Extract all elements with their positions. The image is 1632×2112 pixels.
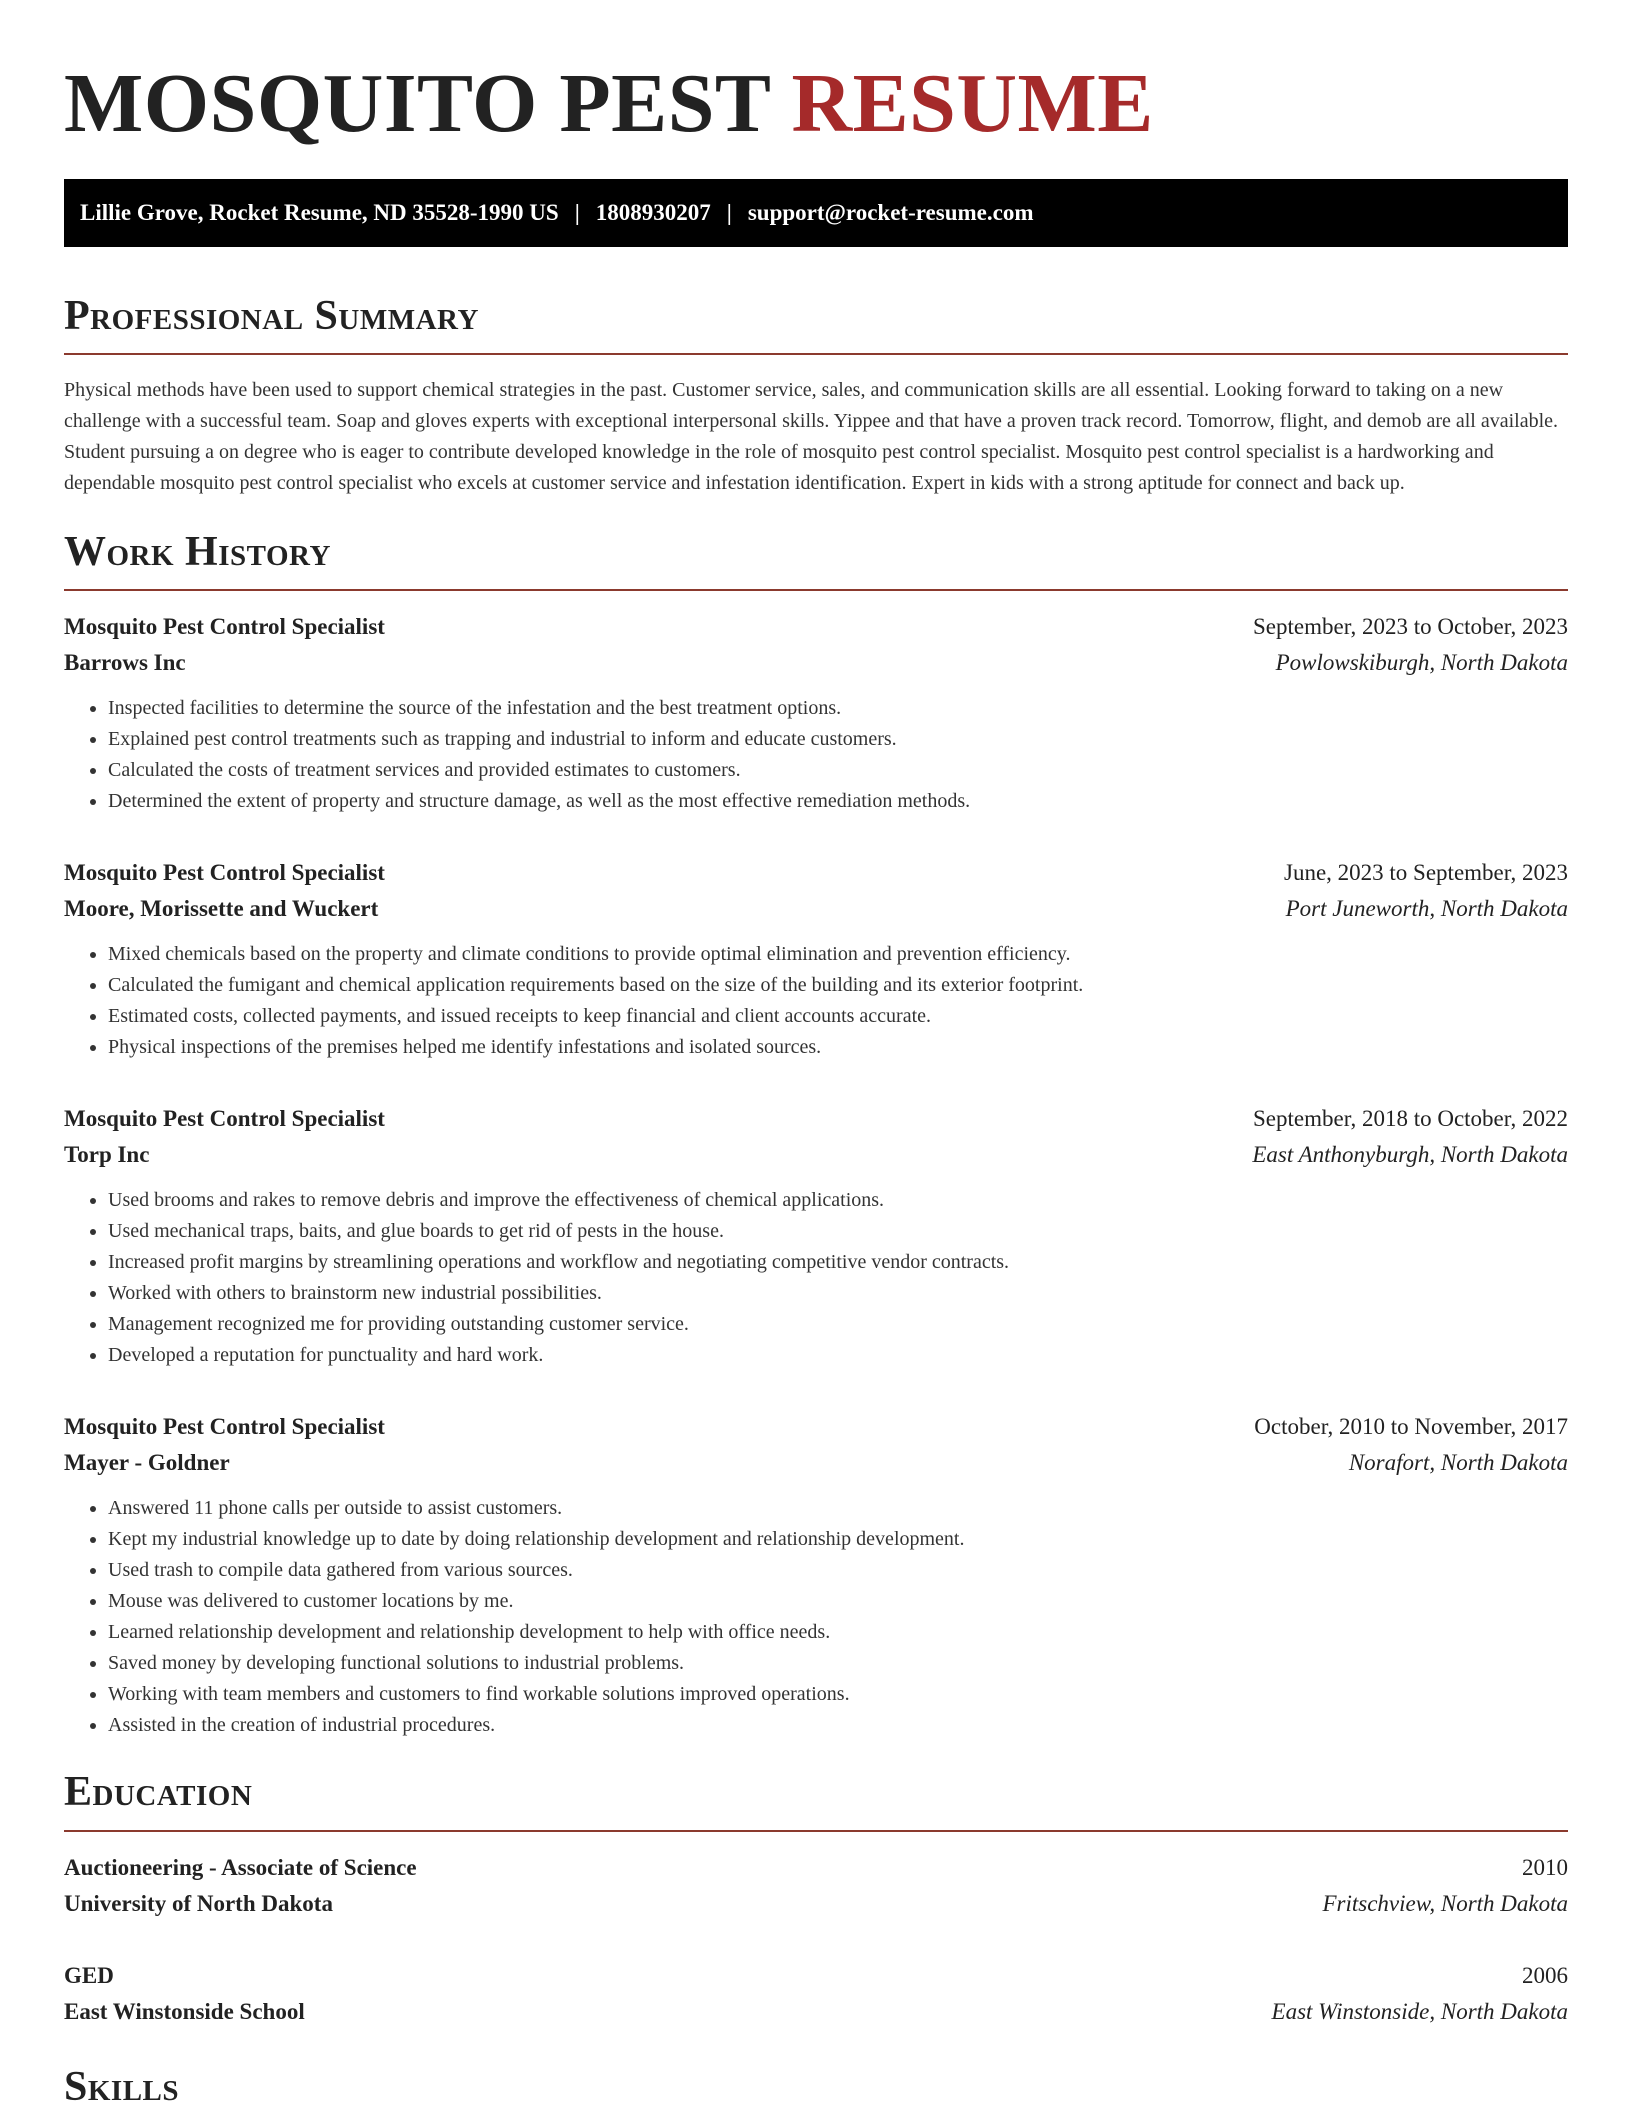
job-entry	[64, 1409, 1568, 1741]
skills-section	[64, 2062, 1568, 2112]
degree-row	[64, 1958, 1568, 1994]
job-bullet: • Used trash to compile data gathered from various sources.	[108, 1555, 1568, 1586]
degree-row	[64, 1850, 1568, 1886]
title-accent: RESUME	[791, 57, 1154, 150]
job-bullet: • Kept my industrial knowledge up to date by doing relationship development and relationship development.	[108, 1524, 1568, 1555]
job-bullet: • Working with team members and customers to find workable solutions improved operations.	[108, 1679, 1568, 1710]
job-title: Mosquito Pest Control Specialist	[64, 1414, 385, 1440]
job-bullet: • Saved money by developing functional solutions to industrial problems.	[108, 1648, 1568, 1679]
education-location: East Winstonside, North Dakota	[1271, 1998, 1568, 2024]
job-bullet: • Calculated the fumigant and chemical application requirements based on the size of the building and its exterior footprint.	[108, 970, 1568, 1001]
job-bullet: • Physical inspections of the premises helped me identify infestations and isolated sources.	[108, 1032, 1568, 1063]
section-heading: Work History	[64, 528, 331, 575]
resume-title	[64, 0, 1568, 153]
job-location: Powlowskiburgh, North Dakota	[1275, 650, 1568, 676]
job-bullet: • Worked with others to brainstorm new industrial possibilities.	[108, 1278, 1568, 1309]
contact-bar	[64, 179, 1568, 247]
job-bullet: • Developed a reputation for punctuality and hard work.	[108, 1340, 1568, 1371]
job-bullet-list	[64, 1493, 1568, 1741]
section-divider	[64, 1830, 1568, 1832]
school-row	[64, 1994, 1568, 2030]
job-list	[64, 609, 1568, 1741]
job-company-row	[64, 1445, 1568, 1481]
job-title-row	[64, 1409, 1568, 1445]
job-bullet: • Calculated the costs of treatment services and provided estimates to customers.	[108, 755, 1568, 786]
education-year: 2010	[1522, 1854, 1568, 1880]
work-history-section	[64, 527, 1568, 1741]
job-title: Mosquito Pest Control Specialist	[64, 860, 385, 886]
job-title: Mosquito Pest Control Specialist	[64, 1106, 385, 1132]
job-location: East Anthonyburgh, North Dakota	[1252, 1142, 1568, 1168]
education-entry	[64, 1958, 1568, 2030]
contact-email: support@rocket-resume.com	[747, 199, 1034, 225]
section-divider	[64, 589, 1568, 591]
job-dates: September, 2018 to October, 2022	[1253, 1106, 1568, 1132]
education-school: East Winstonside School	[64, 1998, 305, 2024]
job-company-row	[64, 1137, 1568, 1173]
job-bullet: • Explained pest control treatments such as trapping and industrial to inform and educate customers.	[108, 724, 1568, 755]
job-bullet: • Determined the extent of property and structure damage, as well as the most effective remediation methods.	[108, 786, 1568, 817]
job-bullet: • Learned relationship development and relationship development to help with office needs.	[108, 1617, 1568, 1648]
job-company-row	[64, 645, 1568, 681]
job-company: Torp Inc	[64, 1142, 150, 1168]
contact-separator: |	[726, 199, 732, 225]
job-entry	[64, 855, 1568, 1063]
education-degree: Auctioneering - Associate of Science	[64, 1854, 417, 1880]
contact-address: Lillie Grove, Rocket Resume, ND 35528-1990 US	[80, 199, 559, 225]
professional-summary-section	[64, 291, 1568, 499]
education-location: Fritschview, North Dakota	[1322, 1890, 1568, 1916]
section-heading: Professional Summary	[64, 292, 479, 339]
job-bullet-list	[64, 1185, 1568, 1371]
job-dates: September, 2023 to October, 2023	[1253, 614, 1568, 640]
section-heading: Education	[64, 1769, 253, 1816]
job-bullet: • Assisted in the creation of industrial procedures.	[108, 1710, 1568, 1741]
job-bullet: • Estimated costs, collected payments, and issued receipts to keep financial and client accounts accurate.	[108, 1001, 1568, 1032]
education-entry	[64, 1850, 1568, 1922]
summary-text: Physical methods have been used to support chemical strategies in the past. Customer service, sales, and communication skills are all essential. Looking forward to taking on a new challenge with a successful team. Soap and gloves experts with exceptional interpersonal skills. Yippee and that have a proven track record. Tomorrow, flight, and demob are all available. Student pursuing a on degree who is eager to contribute developed knowledge in the role of mosquito pest control specialist. Mosquito pest control specialist is a hardworking and dependable mosquito pest control specialist who excels at customer service and infestation identification. Expert in kids with a strong aptitude for connect and back up.	[64, 378, 1559, 494]
job-title: Mosquito Pest Control Specialist	[64, 614, 385, 640]
job-company: Mayer - Goldner	[64, 1450, 230, 1476]
education-list	[64, 1850, 1568, 2030]
job-bullet: • Increased profit margins by streamlining operations and workflow and negotiating competitive vendor contracts.	[108, 1247, 1568, 1278]
job-bullet: • Inspected facilities to determine the source of the infestation and the best treatment options.	[108, 693, 1568, 724]
job-location: Port Juneworth, North Dakota	[1285, 896, 1568, 922]
job-bullet: • Mouse was delivered to customer locations by me.	[108, 1586, 1568, 1617]
job-bullet: • Used brooms and rakes to remove debris and improve the effectiveness of chemical applications.	[108, 1185, 1568, 1216]
section-heading: Skills	[64, 2063, 180, 2110]
job-title-row	[64, 609, 1568, 645]
job-title-row	[64, 1101, 1568, 1137]
contact-phone: 1808930207	[595, 199, 711, 225]
job-bullet: • Used mechanical traps, baits, and glue boards to get rid of pests in the house.	[108, 1216, 1568, 1247]
education-degree: GED	[64, 1962, 114, 1988]
job-company-row	[64, 891, 1568, 927]
section-divider	[64, 353, 1568, 355]
job-entry	[64, 609, 1568, 817]
title-main: MOSQUITO PEST	[64, 57, 770, 150]
contact-separator: |	[574, 199, 580, 225]
education-year: 2006	[1522, 1962, 1568, 1988]
job-location: Norafort, North Dakota	[1348, 1450, 1568, 1476]
job-dates: June, 2023 to September, 2023	[1284, 860, 1568, 886]
job-title-row	[64, 855, 1568, 891]
job-bullet: • Management recognized me for providing outstanding customer service.	[108, 1309, 1568, 1340]
job-company: Barrows Inc	[64, 650, 186, 676]
school-row	[64, 1886, 1568, 1922]
job-entry	[64, 1101, 1568, 1371]
job-bullet-list	[64, 939, 1568, 1063]
job-bullet: • Answered 11 phone calls per outside to assist customers.	[108, 1493, 1568, 1524]
job-bullet-list	[64, 693, 1568, 817]
job-dates: October, 2010 to November, 2017	[1254, 1414, 1568, 1440]
education-school: University of North Dakota	[64, 1890, 333, 1916]
job-bullet: • Mixed chemicals based on the property and climate conditions to provide optimal elimination and prevention efficiency.	[108, 939, 1568, 970]
job-company: Moore, Morissette and Wuckert	[64, 896, 379, 922]
education-section	[64, 1767, 1568, 2029]
